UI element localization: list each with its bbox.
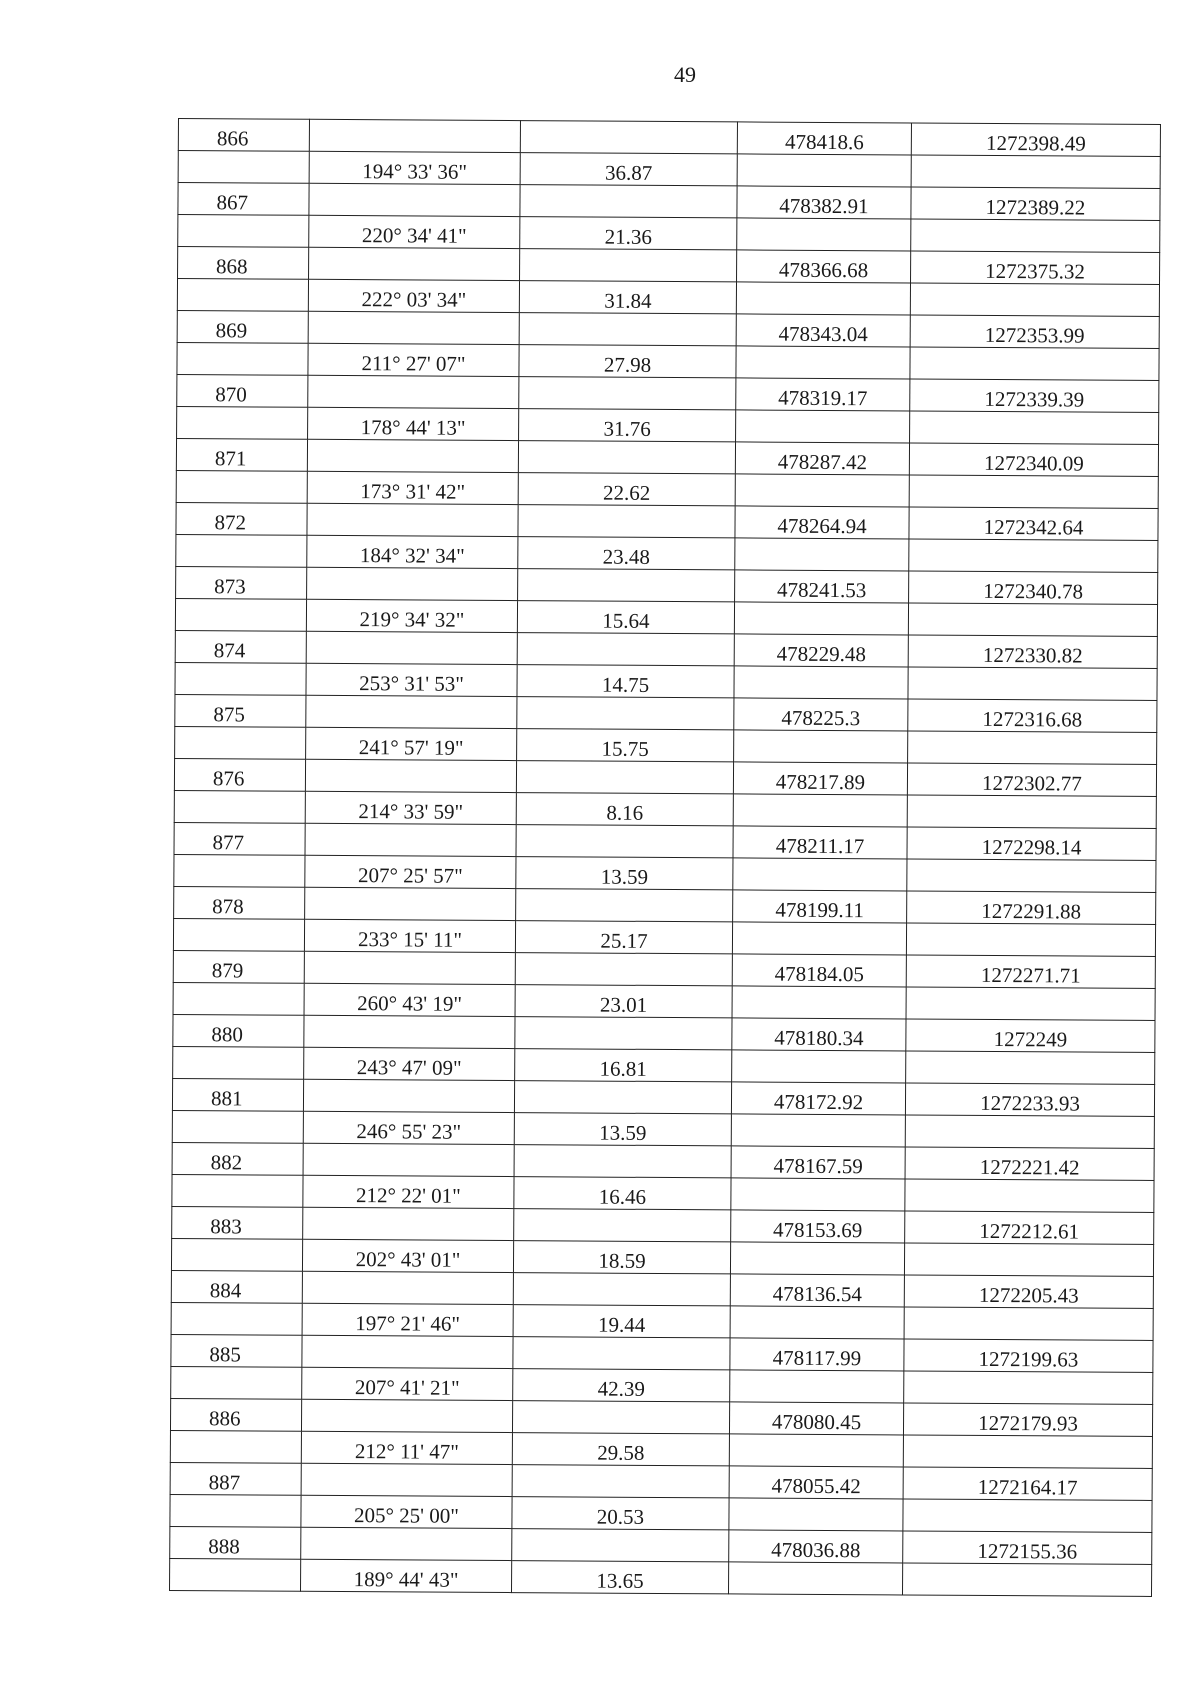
empty-cell xyxy=(911,219,1160,253)
empty-cell xyxy=(515,953,732,986)
distance-cell: 14.75 xyxy=(517,665,734,698)
northing-cell: 478117.99 xyxy=(730,1338,904,1371)
empty-cell xyxy=(303,1207,514,1240)
empty-cell xyxy=(172,1110,303,1143)
empty-cell xyxy=(736,282,910,315)
empty-cell xyxy=(734,666,908,699)
empty-cell xyxy=(519,313,736,346)
empty-cell xyxy=(911,155,1160,189)
distance-cell: 8.16 xyxy=(516,793,733,826)
page-number: 49 xyxy=(674,62,696,87)
empty-cell xyxy=(737,154,911,187)
empty-cell xyxy=(737,218,911,251)
empty-cell xyxy=(729,1434,903,1467)
empty-cell xyxy=(732,1050,906,1083)
distance-cell: 20.53 xyxy=(512,1497,729,1530)
station-cell: 884 xyxy=(171,1270,302,1303)
bearing-cell: 222° 03' 34" xyxy=(308,279,519,312)
empty-cell xyxy=(171,1366,302,1399)
empty-cell xyxy=(178,151,309,184)
empty-cell xyxy=(731,1178,905,1211)
empty-cell xyxy=(171,1238,302,1271)
easting-cell: 1272291.88 xyxy=(907,891,1156,925)
station-cell: 881 xyxy=(172,1078,303,1111)
empty-cell xyxy=(907,795,1156,829)
bearing-cell: 207° 25' 57" xyxy=(305,855,516,888)
easting-cell: 1272249 xyxy=(906,1019,1155,1053)
northing-cell: 478167.59 xyxy=(731,1146,905,1179)
empty-cell xyxy=(173,918,304,951)
empty-cell xyxy=(513,1337,730,1370)
empty-cell xyxy=(305,759,516,792)
empty-cell xyxy=(520,185,737,218)
empty-cell xyxy=(730,1242,904,1275)
empty-cell xyxy=(306,695,517,728)
empty-cell xyxy=(178,215,309,248)
empty-cell xyxy=(175,598,306,631)
easting-cell: 1272233.93 xyxy=(905,1083,1154,1117)
bearing-cell: 233° 15' 11" xyxy=(304,919,515,952)
empty-cell xyxy=(910,347,1159,381)
empty-cell xyxy=(517,633,734,666)
empty-cell xyxy=(908,603,1157,637)
station-cell: 877 xyxy=(174,822,305,855)
empty-cell xyxy=(733,858,907,891)
northing-cell: 478153.69 xyxy=(731,1210,905,1243)
distance-cell: 25.17 xyxy=(515,921,732,954)
empty-cell xyxy=(520,249,737,282)
northing-cell: 478080.45 xyxy=(729,1402,903,1435)
bearing-cell: 214° 33' 59" xyxy=(305,791,516,824)
northing-cell: 478366.68 xyxy=(737,250,911,283)
empty-cell xyxy=(736,410,910,443)
empty-cell xyxy=(304,1015,515,1048)
distance-cell: 21.36 xyxy=(520,217,737,250)
empty-cell xyxy=(514,1145,731,1178)
empty-cell xyxy=(173,1046,304,1079)
empty-cell xyxy=(170,1430,301,1463)
empty-cell xyxy=(906,987,1155,1021)
bearing-cell: 260° 43' 19" xyxy=(304,983,515,1016)
empty-cell xyxy=(172,1174,303,1207)
station-cell: 876 xyxy=(174,758,305,791)
station-cell: 868 xyxy=(178,247,309,280)
empty-cell xyxy=(733,794,907,827)
empty-cell xyxy=(909,539,1158,573)
empty-cell xyxy=(910,411,1159,445)
empty-cell xyxy=(512,1465,729,1498)
easting-cell: 1272179.93 xyxy=(903,1403,1152,1437)
empty-cell xyxy=(904,1371,1153,1405)
distance-cell: 42.39 xyxy=(513,1369,730,1402)
empty-cell xyxy=(516,825,733,858)
empty-cell xyxy=(170,1558,301,1591)
station-cell: 880 xyxy=(173,1014,304,1047)
station-cell: 888 xyxy=(170,1526,301,1559)
empty-cell xyxy=(908,731,1157,765)
bearing-cell: 212° 22' 01" xyxy=(303,1175,514,1208)
empty-cell xyxy=(177,279,308,312)
bearing-cell: 219° 34' 32" xyxy=(306,599,517,632)
station-cell: 883 xyxy=(172,1206,303,1239)
empty-cell xyxy=(305,823,516,856)
empty-cell xyxy=(307,503,518,536)
bearing-cell: 241° 57' 19" xyxy=(306,727,517,760)
distance-cell: 15.64 xyxy=(517,601,734,634)
distance-cell: 13.59 xyxy=(516,857,733,890)
station-cell: 886 xyxy=(170,1398,301,1431)
easting-cell: 1272340.09 xyxy=(909,443,1158,477)
empty-cell xyxy=(308,311,519,344)
easting-cell: 1272316.68 xyxy=(908,699,1157,733)
easting-cell: 1272342.64 xyxy=(909,507,1158,541)
empty-cell xyxy=(177,342,308,375)
bearing-cell: 207° 41' 21" xyxy=(302,1367,513,1400)
empty-cell xyxy=(307,567,518,600)
station-cell: 873 xyxy=(176,566,307,599)
empty-cell xyxy=(730,1306,904,1339)
station-cell: 879 xyxy=(173,950,304,983)
station-cell: 872 xyxy=(176,502,307,535)
station-cell: 869 xyxy=(177,310,308,343)
empty-cell xyxy=(736,346,910,379)
station-cell: 866 xyxy=(178,119,309,152)
empty-cell xyxy=(518,505,735,538)
empty-cell xyxy=(304,951,515,984)
easting-cell: 1272330.82 xyxy=(908,635,1157,669)
bearing-cell: 194° 33' 36" xyxy=(309,151,520,184)
empty-cell xyxy=(513,1273,730,1306)
empty-cell xyxy=(303,1143,514,1176)
station-cell: 867 xyxy=(178,183,309,216)
empty-cell xyxy=(171,1302,302,1335)
bearing-cell: 243° 47' 09" xyxy=(304,1047,515,1080)
empty-cell xyxy=(728,1562,902,1595)
empty-cell xyxy=(735,474,909,507)
station-cell: 871 xyxy=(176,438,307,471)
northing-cell: 478229.48 xyxy=(734,634,908,667)
northing-cell: 478136.54 xyxy=(730,1274,904,1307)
bearing-cell: 197° 21' 46" xyxy=(302,1303,513,1336)
empty-cell xyxy=(305,887,516,920)
empty-cell xyxy=(307,439,518,472)
bearing-cell: 246° 55' 23" xyxy=(303,1111,514,1144)
empty-cell xyxy=(907,859,1156,893)
station-cell: 874 xyxy=(175,630,306,663)
northing-cell: 478184.05 xyxy=(732,954,906,987)
easting-cell: 1272199.63 xyxy=(904,1339,1153,1373)
survey-coordinates-table xyxy=(169,118,1161,1597)
northing-cell: 478036.88 xyxy=(729,1530,903,1563)
bearing-cell: 220° 34' 41" xyxy=(309,215,520,248)
empty-cell xyxy=(176,534,307,567)
northing-cell: 478199.11 xyxy=(733,890,907,923)
empty-cell xyxy=(170,1494,301,1527)
easting-cell: 1272353.99 xyxy=(910,315,1159,349)
empty-cell xyxy=(734,730,908,763)
distance-cell: 13.59 xyxy=(514,1113,731,1146)
empty-cell xyxy=(512,1401,729,1434)
easting-cell: 1272339.39 xyxy=(910,379,1159,413)
empty-cell xyxy=(732,986,906,1019)
table-body xyxy=(170,119,1161,1597)
empty-cell xyxy=(520,121,737,154)
northing-cell: 478217.89 xyxy=(733,762,907,795)
distance-cell: 13.65 xyxy=(511,1561,728,1594)
empty-cell xyxy=(906,923,1155,957)
easting-cell: 1272389.22 xyxy=(911,187,1160,221)
empty-cell xyxy=(302,1271,513,1304)
empty-cell xyxy=(908,667,1157,701)
northing-cell: 478241.53 xyxy=(735,570,909,603)
empty-cell xyxy=(514,1081,731,1114)
distance-cell: 29.58 xyxy=(512,1433,729,1466)
northing-cell: 478211.17 xyxy=(733,826,907,859)
bearing-row xyxy=(170,1558,1152,1596)
empty-cell xyxy=(517,697,734,730)
bearing-cell: 184° 32' 34" xyxy=(307,535,518,568)
empty-cell xyxy=(730,1370,904,1403)
empty-cell xyxy=(309,119,520,152)
empty-cell xyxy=(732,922,906,955)
northing-cell: 478319.17 xyxy=(736,378,910,411)
empty-cell xyxy=(301,1463,512,1496)
empty-cell xyxy=(518,441,735,474)
empty-cell xyxy=(175,662,306,695)
distance-cell: 23.01 xyxy=(515,985,732,1018)
empty-cell xyxy=(301,1399,512,1432)
northing-cell: 478343.04 xyxy=(736,314,910,347)
empty-cell xyxy=(904,1243,1153,1277)
empty-cell xyxy=(173,982,304,1015)
bearing-cell: 212° 11' 47" xyxy=(301,1431,512,1464)
easting-cell: 1272221.42 xyxy=(905,1147,1154,1181)
empty-cell xyxy=(905,1179,1154,1213)
easting-cell: 1272375.32 xyxy=(911,251,1160,285)
easting-cell: 1272164.17 xyxy=(903,1467,1152,1501)
station-cell: 875 xyxy=(175,694,306,727)
empty-cell xyxy=(174,790,305,823)
empty-cell xyxy=(174,854,305,887)
distance-cell: 18.59 xyxy=(513,1241,730,1274)
empty-cell xyxy=(512,1529,729,1562)
easting-cell: 1272271.71 xyxy=(906,955,1155,989)
distance-cell: 16.46 xyxy=(514,1177,731,1210)
easting-cell: 1272302.77 xyxy=(907,763,1156,797)
empty-cell xyxy=(903,1435,1152,1469)
empty-cell xyxy=(309,247,520,280)
northing-cell: 478264.94 xyxy=(735,506,909,539)
station-cell: 882 xyxy=(172,1142,303,1175)
empty-cell xyxy=(729,1498,903,1531)
empty-cell xyxy=(177,406,308,439)
empty-cell xyxy=(515,1017,732,1050)
easting-cell: 1272298.14 xyxy=(907,827,1156,861)
empty-cell xyxy=(301,1527,512,1560)
empty-cell xyxy=(906,1051,1155,1085)
empty-cell xyxy=(514,1209,731,1242)
distance-cell: 31.84 xyxy=(519,281,736,314)
northing-cell: 478418.6 xyxy=(737,122,911,155)
station-cell: 878 xyxy=(174,886,305,919)
station-cell: 885 xyxy=(171,1334,302,1367)
distance-cell: 23.48 xyxy=(518,537,735,570)
empty-cell xyxy=(175,726,306,759)
easting-cell: 1272212.61 xyxy=(905,1211,1154,1245)
empty-cell xyxy=(519,377,736,410)
easting-cell: 1272340.78 xyxy=(909,571,1158,605)
northing-cell: 478382.91 xyxy=(737,186,911,219)
northing-cell: 478055.42 xyxy=(729,1466,903,1499)
empty-cell xyxy=(518,569,735,602)
empty-cell xyxy=(902,1563,1151,1597)
bearing-cell: 211° 27' 07" xyxy=(308,343,519,376)
empty-cell xyxy=(735,538,909,571)
distance-cell: 16.81 xyxy=(515,1049,732,1082)
empty-cell xyxy=(302,1335,513,1368)
empty-cell xyxy=(910,283,1159,317)
empty-cell xyxy=(516,889,733,922)
distance-cell: 27.98 xyxy=(519,345,736,378)
distance-cell: 19.44 xyxy=(513,1305,730,1338)
bearing-cell: 205° 25' 00" xyxy=(301,1495,512,1528)
empty-cell xyxy=(309,183,520,216)
distance-cell: 31.76 xyxy=(519,409,736,442)
bearing-cell: 173° 31' 42" xyxy=(307,471,518,504)
easting-cell: 1272155.36 xyxy=(903,1531,1152,1565)
empty-cell xyxy=(904,1307,1153,1341)
empty-cell xyxy=(516,761,733,794)
empty-cell xyxy=(909,475,1158,509)
easting-cell: 1272205.43 xyxy=(904,1275,1153,1309)
distance-cell: 36.87 xyxy=(520,153,737,186)
station-cell: 887 xyxy=(170,1462,301,1495)
bearing-cell: 253° 31' 53" xyxy=(306,663,517,696)
empty-cell xyxy=(308,375,519,408)
distance-cell: 15.75 xyxy=(517,729,734,762)
bearing-cell: 189° 44' 43" xyxy=(301,1559,512,1592)
empty-cell xyxy=(303,1079,514,1112)
bearing-cell: 202° 43' 01" xyxy=(302,1239,513,1272)
northing-cell: 478180.34 xyxy=(732,1018,906,1051)
northing-cell: 478225.3 xyxy=(734,698,908,731)
empty-cell xyxy=(176,470,307,503)
easting-cell: 1272398.49 xyxy=(911,123,1160,157)
empty-cell xyxy=(905,1115,1154,1149)
empty-cell xyxy=(903,1499,1152,1533)
station-cell: 870 xyxy=(177,374,308,407)
distance-cell: 22.62 xyxy=(518,473,735,506)
empty-cell xyxy=(734,602,908,635)
empty-cell xyxy=(306,631,517,664)
empty-cell xyxy=(731,1114,905,1147)
northing-cell: 478172.92 xyxy=(731,1082,905,1115)
northing-cell: 478287.42 xyxy=(735,442,909,475)
bearing-cell: 178° 44' 13" xyxy=(308,407,519,440)
